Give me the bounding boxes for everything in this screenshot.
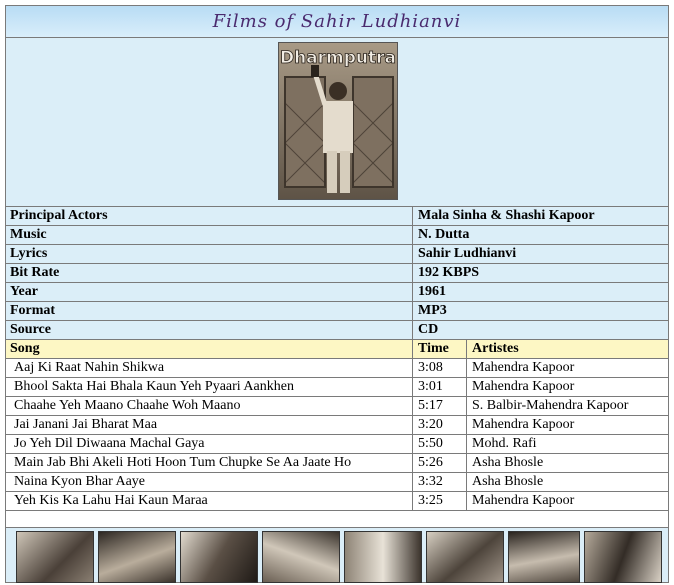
- page-title: Films of Sahir Ludhianvi: [212, 11, 462, 32]
- song-artistes: S. Balbir-Mahendra Kapoor: [472, 398, 629, 413]
- info-value: N. Dutta: [418, 227, 470, 242]
- song-title: Aaj Ki Raat Nahin Shikwa: [14, 360, 165, 375]
- info-row-lyrics: [6, 245, 668, 264]
- song-time: 5:26: [418, 455, 443, 470]
- info-label: Music: [10, 227, 47, 242]
- title-bar: [6, 6, 668, 38]
- song-artistes: Mahendra Kapoor: [472, 493, 575, 508]
- poster-title: Dharmputra: [279, 48, 397, 68]
- info-label: Year: [10, 284, 38, 299]
- song-title: Yeh Kis Ka Lahu Hai Kaun Maraa: [14, 493, 208, 508]
- info-value: 1961: [418, 284, 446, 299]
- film-details-table: [6, 207, 668, 511]
- film-still-image: [584, 531, 662, 583]
- info-label: Bit Rate: [10, 265, 60, 280]
- song-time: 3:20: [418, 417, 443, 432]
- song-title: Naina Kyon Bhar Aaye: [14, 474, 146, 489]
- song-title: Bhool Sakta Hai Bhala Kaun Yeh Pyaari Aankhen: [14, 379, 294, 394]
- song-time: 3:08: [418, 360, 443, 375]
- film-still-image: [180, 531, 258, 583]
- film-stills-strip: [6, 528, 668, 582]
- info-value: 192 KBPS: [418, 265, 480, 280]
- song-time: 3:01: [418, 379, 443, 394]
- song-artistes: Asha Bhosle: [472, 455, 544, 470]
- time-column-header: Time: [418, 341, 449, 356]
- info-value: Sahir Ludhianvi: [418, 246, 517, 261]
- song-artistes: Asha Bhosle: [472, 474, 544, 489]
- song-time: 5:17: [418, 398, 443, 413]
- film-still-image: [426, 531, 504, 583]
- info-row-format: [6, 302, 668, 321]
- song-row: [6, 435, 668, 454]
- song-row: [6, 359, 668, 378]
- song-row: [6, 378, 668, 397]
- info-row-year: [6, 283, 668, 302]
- film-poster-image: [278, 42, 398, 200]
- info-row-principal-actors: [6, 207, 668, 226]
- artistes-column-header: Artistes: [472, 341, 519, 356]
- film-still-image: [508, 531, 580, 583]
- song-time: 5:50: [418, 436, 443, 451]
- poster-art: [279, 43, 397, 199]
- film-still-image: [16, 531, 94, 583]
- song-title: Main Jab Bhi Akeli Hoti Hoon Tum Chupke Se Aa Jaate Ho: [14, 455, 352, 470]
- info-row-source: [6, 321, 668, 340]
- info-row-music: [6, 226, 668, 245]
- song-title: Jai Janani Jai Bharat Maa: [14, 417, 158, 432]
- film-still-image: [344, 531, 422, 583]
- info-label: Source: [10, 322, 51, 337]
- song-title: Chaahe Yeh Maano Chaahe Woh Maano: [14, 398, 241, 413]
- song-title: Jo Yeh Dil Diwaana Machal Gaya: [14, 436, 205, 451]
- film-still-image: [262, 531, 340, 583]
- film-still-image: [98, 531, 176, 583]
- poster-row: [6, 38, 668, 207]
- song-column-header: Song: [10, 341, 40, 356]
- song-artistes: Mahendra Kapoor: [472, 360, 575, 375]
- info-label: Lyrics: [10, 246, 48, 261]
- song-row: [6, 397, 668, 416]
- songs-header-row: [6, 340, 668, 359]
- song-artistes: Mohd. Rafi: [472, 436, 537, 451]
- song-time: 3:32: [418, 474, 443, 489]
- song-row: [6, 473, 668, 492]
- song-artistes: Mahendra Kapoor: [472, 417, 575, 432]
- film-info-card: [5, 5, 669, 583]
- song-row: [6, 454, 668, 473]
- info-row-bit-rate: [6, 264, 668, 283]
- info-value: CD: [418, 322, 439, 337]
- blank-row: [6, 509, 668, 528]
- info-value: MP3: [418, 303, 447, 318]
- info-label: Format: [10, 303, 56, 318]
- info-value: Mala Sinha & Shashi Kapoor: [418, 208, 595, 223]
- song-time: 3:25: [418, 493, 443, 508]
- song-artistes: Mahendra Kapoor: [472, 379, 575, 394]
- info-label: Principal Actors: [10, 208, 108, 223]
- song-row: [6, 416, 668, 435]
